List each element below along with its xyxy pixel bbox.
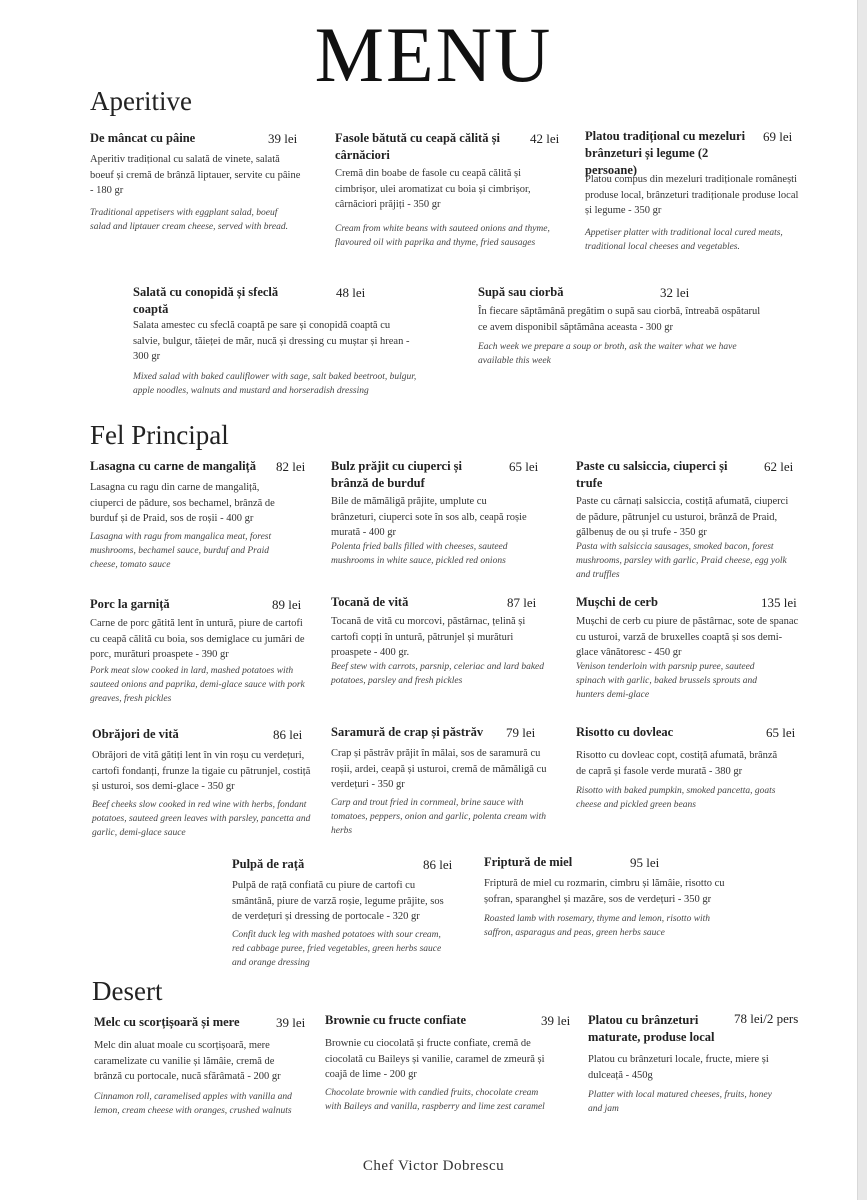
item-description: Obrăjori de vită gătiți lent în vin roșu cu verdețuri, cartofi fondanți, frunze la tigaie cu pătrunjel, costiță și usturoi, sos demi-glace - 350 gr bbox=[92, 750, 311, 792]
item-name: Pulpă de rață bbox=[232, 857, 305, 871]
item-name: Lasagna cu carne de mangaliță bbox=[90, 459, 256, 473]
page-edge bbox=[857, 0, 867, 1200]
item-name: Bulz prăjit cu ciuperci și brânză de burduf bbox=[331, 459, 463, 490]
item-description: Carne de porc gătită lent în untură, piure de cartofi cu ceapă călită cu boia, sos demiglace cu jumări de porc, murături proaspete - 390 gr bbox=[90, 618, 305, 660]
item-english: Polenta fried balls filled with cheeses, sauteed mushrooms in white sauce, pickled red onions bbox=[331, 542, 508, 566]
item-name: Supă sau ciorbă bbox=[478, 285, 564, 299]
item-name: Tocană de vită bbox=[331, 595, 409, 609]
section-title-fel-principal: Fel Principal bbox=[90, 420, 229, 450]
item-name: Risotto cu dovleac bbox=[576, 725, 674, 739]
item-description: Cremă din boabe de fasole cu ceapă călită și cimbrișor, ulei aromatizat cu boia și cimbrișor, cârnăciori prăjiți - 350 gr bbox=[335, 168, 531, 210]
item-english: Each week we prepare a soup or broth, ask the waiter what we have available this week bbox=[478, 342, 737, 366]
item-english: Beef cheeks slow cooked in red wine with herbs, fondant potatoes, sauteed green leaves with parsley, pancetta and garlic, demi-glace sauce bbox=[92, 800, 311, 838]
item-price: 89 lei bbox=[272, 597, 302, 612]
item-english: Chocolate brownie with candied fruits, chocolate cream with Baileys and vanilla, raspberry and lime zest caramel bbox=[325, 1088, 545, 1112]
item-name: Obrăjori de vită bbox=[92, 727, 179, 741]
item-price: 78 lei/2 pers bbox=[734, 1011, 799, 1026]
item-description: Platou compus din mezeluri tradiționale românești produse local, brânzeturi tradiționale produse local și legume - 350 gr bbox=[585, 174, 799, 216]
item-price: 79 lei bbox=[506, 725, 536, 740]
item-name: Platou tradițional cu mezeluri brânzeturi și legume (2 persoane) bbox=[585, 129, 746, 177]
item-name: Mușchi de cerb bbox=[576, 595, 658, 609]
item-english: Cinnamon roll, caramelised apples with vanilla and lemon, cream cheese with oranges, crushed walnuts bbox=[94, 1092, 292, 1116]
item-english: Lasagna with ragu from mangalica meat, forest mushrooms, bechamel sauce, burduf and Praid cheese, tomato sauce bbox=[90, 532, 272, 570]
menu-title: MENU bbox=[314, 11, 553, 98]
item-description: Platou cu brânzeturi locale, fructe, miere și dulceață - 450g bbox=[588, 1054, 769, 1081]
item-description: Tocană de vită cu morcovi, păstârnac, țelină și cartofi copți în untură, pătrunjel și murături proaspete - 400 gr. bbox=[331, 616, 526, 658]
item-english: Appetiser platter with traditional local cured meats, traditional local cheeses and vegetables. bbox=[585, 228, 783, 252]
item-price: 42 lei bbox=[530, 131, 560, 146]
item-name: Platou cu brânzeturi maturate, produse local bbox=[588, 1013, 715, 1044]
item-english: Cream from white beans with sauteed onions and thyme, flavoured oil with paprika and thyme, fried sausages bbox=[335, 224, 550, 248]
item-name: Friptură de miel bbox=[484, 855, 573, 869]
item-english: Roasted lamb with rosemary, thyme and lemon, risotto with saffron, asparagus and peas, green herbs sauce bbox=[484, 914, 711, 938]
item-english: Beef stew with carrots, parsnip, celeriac and lard baked potatoes, parsley and fresh pickles bbox=[331, 662, 545, 686]
item-description: Crap și păstrăv prăjit în mălai, sos de saramură cu roșii, ardei, ceapă și usturoi, cremă de mămăligă cu verdețuri - 350 gr bbox=[331, 748, 547, 790]
item-name: Salată cu conopidă și sfeclă coaptă bbox=[133, 285, 279, 316]
item-description: Risotto cu dovleac copt, costiță afumată, brânză de capră și fasole verde murată - 380 gr bbox=[576, 750, 778, 777]
item-price: 82 lei bbox=[276, 459, 306, 474]
section-title-desert: Desert bbox=[92, 976, 163, 1006]
item-name: Saramură de crap și păstrăv bbox=[331, 725, 484, 739]
item-price: 95 lei bbox=[630, 855, 660, 870]
item-description: Friptură de miel cu rozmarin, cimbru și lămâie, risotto cu șofran, sparanghel și mazăre, sos de verdețuri - 350 gr bbox=[484, 878, 725, 905]
item-description: Lasagna cu ragu din carne de mangaliță, ciuperci de pădure, sos bechamel, brânză de burduf și de Praid, sos de roșii - 400 gr bbox=[90, 482, 275, 524]
chef-signature: Chef Victor Dobrescu bbox=[362, 1158, 505, 1174]
item-price: 65 lei bbox=[766, 725, 796, 740]
item-name: Melc cu scorțișoară și mere bbox=[94, 1015, 240, 1029]
item-description: Salata amestec cu sfeclă coaptă pe sare și conopidă coaptă cu salvie, bulgur, tăieței de măr, nucă și dressing cu muștar și hrean - 300 gr bbox=[133, 320, 410, 362]
item-description: Aperitiv tradițional cu salată de vinete, salată boeuf și cremă de brânză liptauer, servite cu pâine - 180 gr bbox=[90, 154, 301, 196]
section-title-aperitive: Aperitive bbox=[90, 86, 192, 116]
item-price: 135 lei bbox=[761, 595, 797, 610]
item-description: Brownie cu ciocolată și fructe confiate, cremă de ciocolată cu Baileys și vanilie, caramel de zmeură și coajă de lime - 200 gr bbox=[325, 1038, 545, 1080]
item-name: Fasole bătută cu ceapă călită și cârnăciori bbox=[335, 131, 500, 162]
item-price: 69 lei bbox=[763, 129, 793, 144]
item-english: Confit duck leg with mashed potatoes with sour cream, red cabbage puree, fried vegetables, green herbs sauce and orange dressing bbox=[232, 930, 442, 968]
item-price: 86 lei bbox=[423, 857, 453, 872]
item-english: Platter with local matured cheeses, fruits, honey and jam bbox=[588, 1090, 772, 1114]
item-english: Traditional appetisers with eggplant salad, boeuf salad and liptauer cream cheese, served with bread. bbox=[90, 208, 288, 232]
item-description: Melc din aluat moale cu scorțișoară, mere caramelizate cu vanilie și lămâie, cremă de brânză cu portocale, nucă sfărâmată - 200 gr bbox=[94, 1040, 281, 1082]
item-price: 65 lei bbox=[509, 459, 539, 474]
item-price: 48 lei bbox=[336, 285, 366, 300]
item-name: Porc la garniță bbox=[90, 597, 170, 611]
item-price: 86 lei bbox=[273, 727, 303, 742]
item-price: 39 lei bbox=[541, 1013, 571, 1028]
item-english: Carp and trout fried in cornmeal, brine sauce with tomatoes, peppers, onion and garlic, polenta cream with herbs bbox=[331, 798, 546, 836]
item-name: De mâncat cu pâine bbox=[90, 131, 196, 145]
item-price: 87 lei bbox=[507, 595, 537, 610]
item-english: Pork meat slow cooked in lard, mashed potatoes with sauteed onions and paprika, demi-glace sauce with pork greaves, fresh pickles bbox=[90, 666, 305, 704]
item-description: Paste cu cârnați salsiccia, costiță afumată, ciuperci de pădure, pătrunjel cu usturoi, brânză de Praid, gălbenuș de ou și trufe - 350 gr bbox=[576, 496, 789, 538]
item-price: 39 lei bbox=[276, 1015, 306, 1030]
item-english: Venison tenderloin with parsnip puree, sauteed spinach with garlic, baked brussels sprouts and hunters demi-glace bbox=[576, 662, 757, 700]
item-price: 32 lei bbox=[660, 285, 690, 300]
item-description: Pulpă de rață confiată cu piure de cartofi cu smântână, piure de varză roșie, legume prăjite, sos de verdețuri și dressing de portocale - 320 gr bbox=[232, 880, 444, 922]
item-english: Risotto with baked pumpkin, smoked pancetta, goats cheese and pickled green beans bbox=[576, 786, 776, 810]
item-english: Pasta with salsiccia sausages, smoked bacon, forest mushrooms, parsley with garlic, Praid cheese, egg yolk and truffles bbox=[576, 542, 787, 580]
item-price: 62 lei bbox=[764, 459, 794, 474]
item-description: Mușchi de cerb cu piure de păstârnac, sote de spanac cu usturoi, varză de bruxelles coaptă și sos demi-glace vânătoresc - 450 gr bbox=[576, 616, 799, 658]
item-price: 39 lei bbox=[268, 131, 298, 146]
item-english: Mixed salad with baked cauliflower with sage, salt baked beetroot, bulgur, apple noodles, walnuts and mustard and horseradish dressing bbox=[133, 372, 417, 396]
item-name: Brownie cu fructe confiate bbox=[325, 1013, 467, 1027]
item-name: Paste cu salsiccia, ciuperci și trufe bbox=[576, 459, 728, 490]
item-description: În fiecare săptămână pregătim o supă sau ciorbă, întreabă ospătarul ce avem disponibil săptămâna aceasta - 300 gr bbox=[478, 306, 761, 333]
item-description: Bile de mămăligă prăjite, umplute cu brânzeturi, ciuperci sote în sos alb, ceapă roșie murată - 400 gr bbox=[331, 496, 527, 538]
